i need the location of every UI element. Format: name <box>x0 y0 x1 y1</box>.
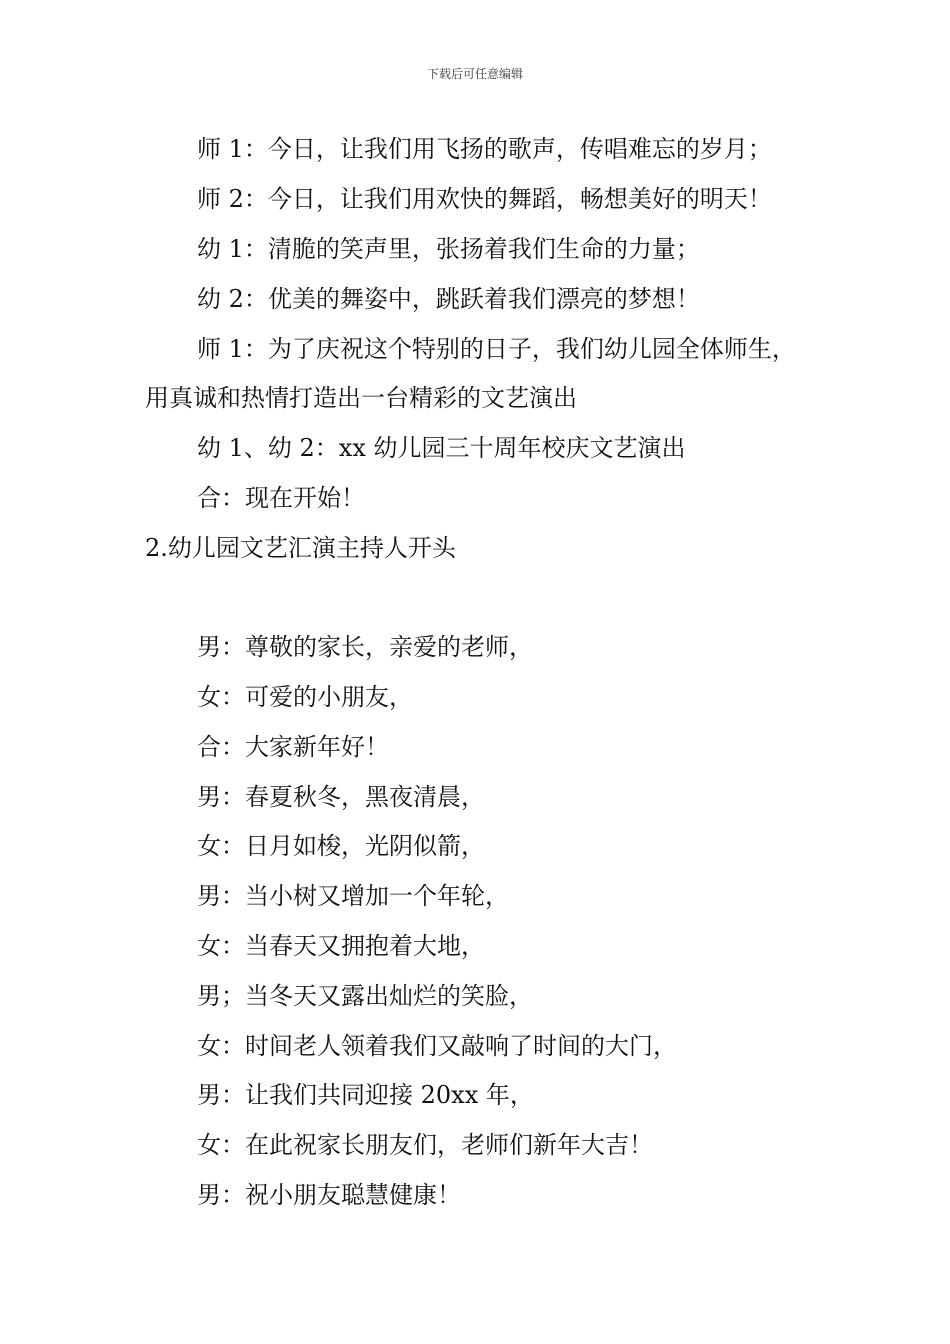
dialogue-line: 男：当小树又增加一个年轮， <box>197 882 509 910</box>
dialogue-line: 男：祝小朋友聪慧健康！ <box>197 1181 461 1209</box>
page-header: 下载后可任意编辑 <box>426 67 523 81</box>
dialogue-line: 师 1：今日，让我们用飞扬的歌声，传唱难忘的岁月； <box>197 135 772 163</box>
dialogue-line: 女：可爱的小朋友， <box>197 683 413 711</box>
dialogue-line: 幼 2：优美的舞姿中，跳跃着我们漂亮的梦想！ <box>197 285 700 313</box>
dialogue-line: 师 2：今日，让我们用欢快的舞蹈，畅想美好的明天！ <box>197 185 772 213</box>
dialogue-line-continuation: 用真诚和热情打造出一台精彩的文艺演出 <box>145 384 577 412</box>
dialogue-line: 合：现在开始！ <box>197 484 365 512</box>
dialogue-line: 女：日月如梭，光阴似箭， <box>197 832 485 860</box>
dialogue-line: 合：大家新年好！ <box>197 733 389 761</box>
dialogue-line: 幼 1：清脆的笑声里，张扬着我们生命的力量； <box>197 235 700 263</box>
dialogue-line: 男：春夏秋冬，黑夜清晨， <box>197 783 485 811</box>
dialogue-line: 女：时间老人领着我们又敲响了时间的大门， <box>197 1032 677 1060</box>
dialogue-line: 男：尊敬的家长，亲爱的老师， <box>197 633 533 661</box>
dialogue-line: 师 1：为了庆祝这个特别的日子，我们幼儿园全体师生， <box>197 335 796 363</box>
dialogue-line: 男：让我们共同迎接 20xx 年， <box>197 1081 534 1109</box>
dialogue-line: 女：在此祝家长朋友们，老师们新年大吉！ <box>197 1131 653 1159</box>
dialogue-line: 幼 1、幼 2：xx 幼儿园三十周年校庆文艺演出 <box>197 434 686 462</box>
dialogue-line: 女：当春天又拥抱着大地， <box>197 932 485 960</box>
section-heading: 2.幼儿园文艺汇演主持人开头 <box>145 534 456 562</box>
dialogue-line: 男；当冬天又露出灿烂的笑脸， <box>197 982 533 1010</box>
